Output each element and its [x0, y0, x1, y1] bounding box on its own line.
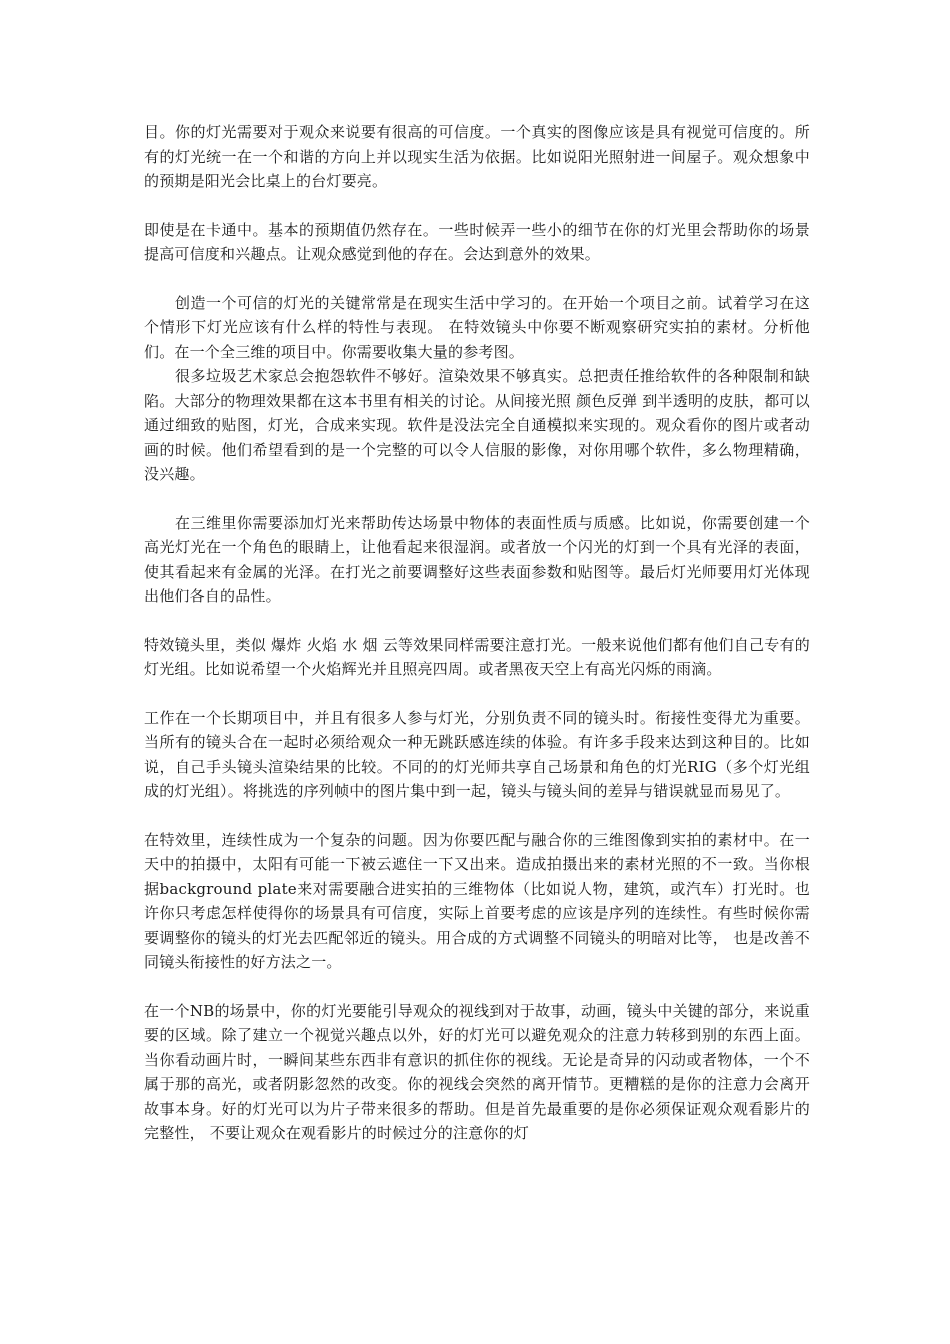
paragraph-2: 即使是在卡通中。基本的预期值仍然存在。一些时候弄一些小的细节在你的灯光里会帮助你的场景提高可信度和兴趣点。让观众感觉到他的存在。会达到意外的效果。 [144, 220, 810, 263]
paragraph-9: 在一个NB的场景中，你的灯光要能引导观众的视线到对于故事，动画，镜头中关键的部分，来说重要的区域。除了建立一个视觉兴趣点以外，好的灯光可以避免观众的注意力转移到别的东西上面。当你看动画片时，一瞬间某些东西非有意识的抓住你的视线。无论是奇异的闪动或者物体，一个不属于那的高光，或者阴影忽然的改变。你的视线会突然的离开情节。更糟糕的是你的注意力会离开故事本身。好的灯光可以为片子带来很多的帮助。但是首先最重要的是你必须保证观众观看影片的完整性， 不要让观众在观看影片的时候过分的注意你的灯 [144, 1001, 810, 1142]
paragraph-5: 在三维里你需要添加灯光来帮助传达场景中物体的表面性质与质感。比如说，你需要创建一个高光灯光在一个角色的眼睛上，让他看起来很湿润。或者放一个闪光的灯到一个具有光泽的表面，使其看起来有金属的光泽。在打光之前要调整好这些表面参数和贴图等。最后灯光师要用灯光体现出他们各自的品性。 [144, 513, 810, 605]
paragraph-8: 在特效里，连续性成为一个复杂的问题。因为你要匹配与融合你的三维图像到实拍的素材中。在一天中的拍摄中，太阳有可能一下被云遮住一下又出来。造成拍摄出来的素材光照的不一致。当你根据background plate来对需要融合进实拍的三维物体（比如说人物，建筑，或汽车）打光时。也许你只考虑怎样使得你的场景具有可信度，实际上首要考虑的应该是序列的连续性。有些时候你需要调整你的镜头的灯光去匹配邻近的镜头。用合成的方式调整不同镜头的明暗对比等， 也是改善不同镜头衔接性的好方法之一。 [144, 830, 810, 971]
document-body [144, 120, 810, 1146]
paragraph-1: 目。你的灯光需要对于观众来说要有很高的可信度。一个真实的图像应该是具有视觉可信度的。所有的灯光统一在一个和谐的方向上并以现实生活为依据。比如说阳光照射进一间屋子。观众想象中的预期是阳光会比桌上的台灯要亮。 [144, 123, 810, 190]
paragraph-3: 创造一个可信的灯光的关键常常是在现实生活中学习的。在开始一个项目之前。试着学习在这个情形下灯光应该有什么样的特性与表现。 在特效镜头中你要不断观察研究实拍的素材。分析他们。在一个全三维的项目中。你需要收集大量的参考图。 [144, 293, 810, 361]
paragraph-6: 特效镜头里，类似 爆炸 火焰 水 烟 云等效果同样需要注意打光。一般来说他们都有他们自己专有的灯光组。比如说希望一个火焰辉光并且照亮四周。或者黑夜天空上有高光闪烁的雨滴。 [144, 635, 810, 678]
paragraph-7: 工作在一个长期项目中，并且有很多人参与灯光，分别负责不同的镜头时。衔接性变得尤为重要。当所有的镜头合在一起时必须给观众一种无跳跃感连续的体验。有许多手段来达到这种目的。比如说，自己手头镜头渲染结果的比较。不同的的灯光师共享自己场景和角色的灯光RIG（多个灯光组成的灯光组）。将挑选的序列帧中的图片集中到一起，镜头与镜头间的差异与错误就显而易见了。 [144, 708, 810, 800]
paragraph-4: 很多垃圾艺术家总会抱怨软件不够好。渲染效果不够真实。总把责任推给软件的各种限制和缺陷。大部分的物理效果都在这本书里有相关的讨论。从间接光照 颜色反弹 到半透明的皮肤，都可以通过细致的贴图，灯光，合成来实现。软件是没法完全自通模拟来实现的。观众看你的图片或者动画的时候。他们希望看到的是一个完整的可以令人信服的影像，对你用哪个软件，多么物理精确，没兴趣。 [144, 367, 810, 483]
